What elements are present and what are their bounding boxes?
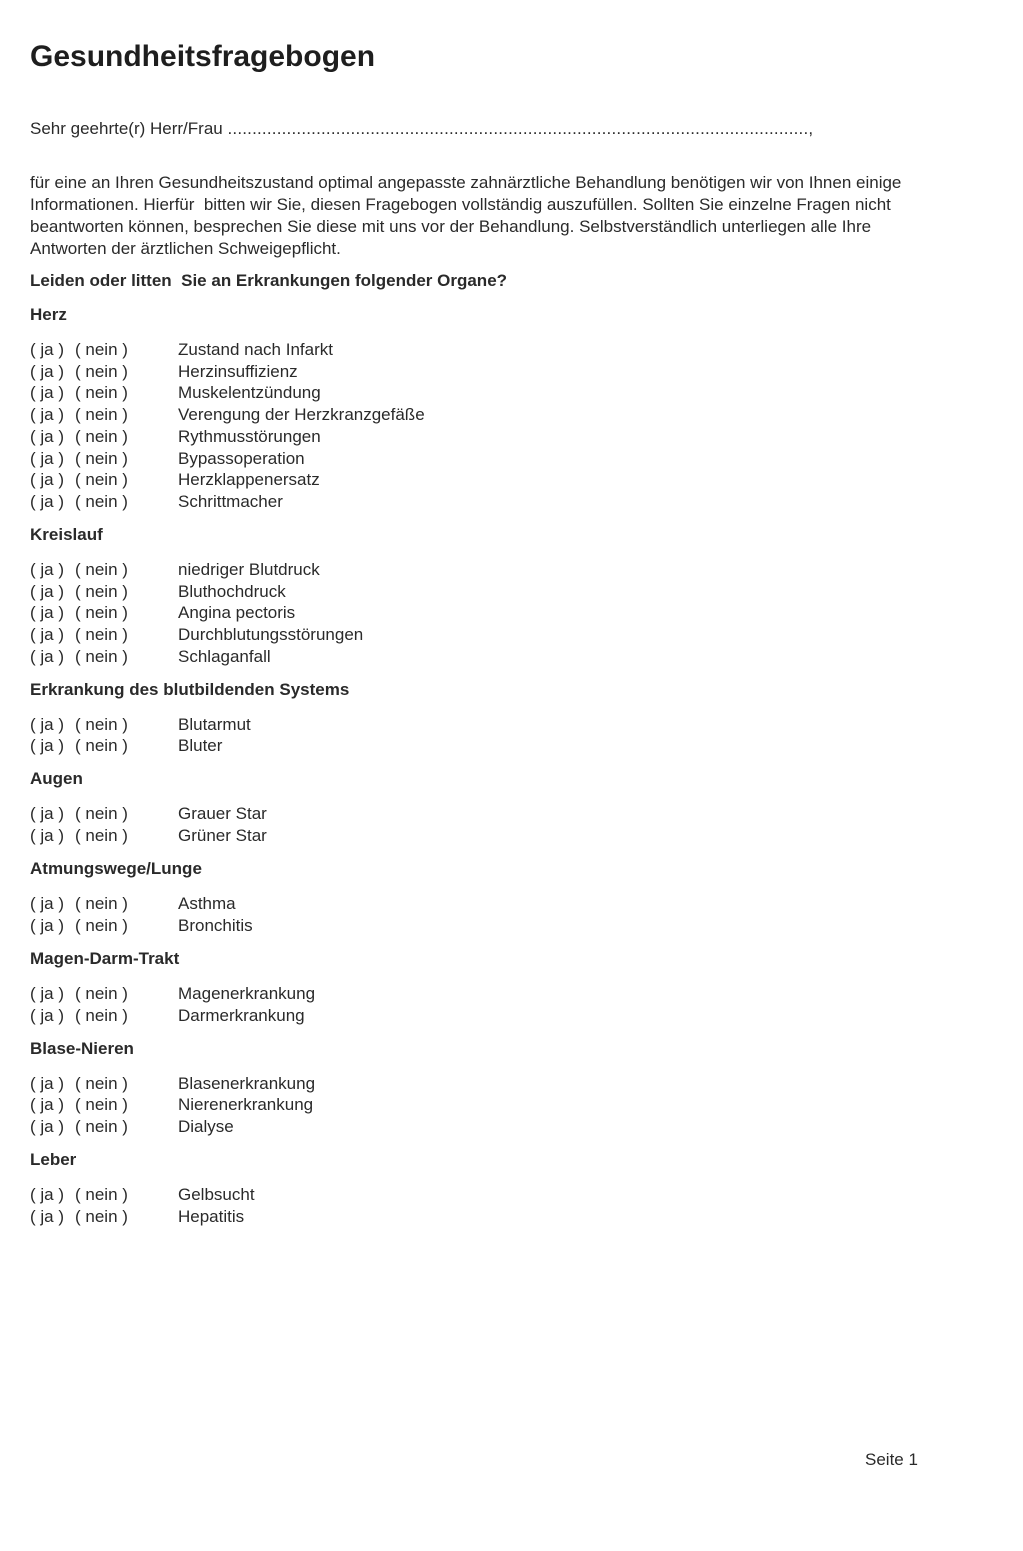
- question-row: [30, 382, 1005, 404]
- question-row: [30, 825, 1005, 847]
- answer-option-ja[interactable]: ( ja ): [30, 1005, 64, 1025]
- condition-label: Herzklappenersatz: [178, 470, 320, 490]
- condition-label: Herzinsuffizienz: [178, 361, 298, 381]
- question-row: [30, 559, 1005, 581]
- condition-label: Bluthochdruck: [178, 581, 286, 601]
- question-row: [30, 646, 1005, 668]
- answer-option-ja[interactable]: ( ja ): [30, 1184, 64, 1204]
- salutation-label: Sehr geehrte(r) Herr/Frau: [30, 119, 223, 138]
- answer-option-nein[interactable]: ( nein ): [75, 983, 128, 1003]
- condition-label: Grüner Star: [178, 826, 267, 846]
- answer-option-nein[interactable]: ( nein ): [75, 383, 128, 403]
- question-row: [30, 426, 1005, 448]
- answer-option-nein[interactable]: ( nein ): [75, 361, 128, 381]
- answer-option-ja[interactable]: ( ja ): [30, 1206, 64, 1226]
- question-row: [30, 893, 1005, 915]
- answer-option-ja[interactable]: ( ja ): [30, 1073, 64, 1093]
- answer-option-nein[interactable]: ( nein ): [75, 625, 128, 645]
- intro-line-4: Antworten der ärztlichen Schweigepflicht.: [30, 239, 341, 258]
- answer-option-ja[interactable]: ( ja ): [30, 559, 64, 579]
- answer-option-nein[interactable]: ( nein ): [75, 646, 128, 666]
- condition-label: Schlaganfall: [178, 646, 271, 666]
- question-row: [30, 469, 1005, 491]
- condition-label: Durchblutungsstörungen: [178, 625, 364, 645]
- answer-option-nein[interactable]: ( nein ): [75, 826, 128, 846]
- answer-option-ja[interactable]: ( ja ): [30, 983, 64, 1003]
- intro-line-3: beantworten können, besprechen Sie diese mit uns vor der Behandlung. Selbstverständlich unterliegen alle Ihre: [30, 217, 872, 236]
- condition-label: Darmerkrankung: [178, 1005, 305, 1025]
- question-row: [30, 602, 1005, 624]
- answer-option-nein[interactable]: ( nein ): [75, 603, 128, 623]
- answer-option-nein[interactable]: ( nein ): [75, 470, 128, 490]
- answer-option-nein[interactable]: ( nein ): [75, 915, 128, 935]
- name-fill-in-field[interactable]: ......................................................................................................................,: [227, 119, 814, 138]
- salutation-line: [30, 118, 1005, 140]
- answer-option-ja[interactable]: ( ja ): [30, 714, 64, 734]
- answer-option-ja[interactable]: ( ja ): [30, 646, 64, 666]
- section-title-erkrankung-des-blutbildenden-systems: Erkrankung des blutbildenden Systems: [30, 679, 350, 699]
- condition-label: Nierenerkrankung: [178, 1095, 314, 1115]
- answer-option-nein[interactable]: ( nein ): [75, 804, 128, 824]
- section-title-herz: Herz: [30, 305, 67, 324]
- condition-label: Magenerkrankung: [178, 983, 316, 1003]
- answer-option-ja[interactable]: ( ja ): [30, 915, 64, 935]
- question-row: [30, 803, 1005, 825]
- question-row: [30, 624, 1005, 646]
- answer-option-nein[interactable]: ( nein ): [75, 491, 128, 511]
- answer-option-nein[interactable]: ( nein ): [75, 1073, 128, 1093]
- condition-label: Asthma: [178, 894, 236, 914]
- answer-option-nein[interactable]: ( nein ): [75, 1095, 128, 1115]
- answer-option-nein[interactable]: ( nein ): [75, 1005, 128, 1025]
- answer-option-ja[interactable]: ( ja ): [30, 340, 64, 359]
- question-row: [30, 404, 1005, 426]
- question-row: [30, 491, 1005, 513]
- answer-option-ja[interactable]: ( ja ): [30, 426, 64, 446]
- condition-label: Bluter: [178, 736, 223, 756]
- condition-label: Gelbsucht: [178, 1184, 255, 1204]
- intro-line-1: für eine an Ihren Gesundheitszustand optimal angepasste zahnärztliche Behandlung benötigen wir von Ihnen einige: [30, 173, 902, 192]
- question-row: [30, 339, 1005, 361]
- section-title-blase-nieren: Blase-Nieren: [30, 1038, 134, 1058]
- answer-option-nein[interactable]: ( nein ): [75, 448, 128, 468]
- question-row: [30, 1094, 1005, 1116]
- question-row: [30, 581, 1005, 603]
- question-row: [30, 714, 1005, 736]
- condition-label: Bypassoperation: [178, 448, 305, 468]
- question-row: [30, 1116, 1005, 1138]
- answer-option-nein[interactable]: ( nein ): [75, 1184, 128, 1204]
- condition-label: Angina pectoris: [178, 603, 296, 623]
- answer-option-ja[interactable]: ( ja ): [30, 736, 64, 756]
- answer-option-nein[interactable]: ( nein ): [75, 736, 128, 756]
- answer-option-ja[interactable]: ( ja ): [30, 894, 64, 914]
- question-row: [30, 361, 1005, 383]
- condition-label: Grauer Star: [178, 804, 267, 824]
- answer-option-nein[interactable]: ( nein ): [75, 894, 128, 914]
- document-page: [0, 40, 1023, 1227]
- question-row: [30, 735, 1005, 757]
- condition-label: Schrittmacher: [178, 491, 283, 511]
- answer-option-ja[interactable]: ( ja ): [30, 826, 64, 846]
- answer-option-ja[interactable]: ( ja ): [30, 581, 64, 601]
- question-row: [30, 983, 1005, 1005]
- page-number: Seite 1: [865, 1450, 918, 1469]
- answer-option-nein[interactable]: ( nein ): [75, 1116, 128, 1136]
- question-row: [30, 1206, 1005, 1228]
- page-title: Gesundheitsfragebogen: [30, 40, 376, 73]
- section-title-magen-darm-trakt: Magen-Darm-Trakt: [30, 948, 180, 968]
- answer-option-ja[interactable]: ( ja ): [30, 1095, 64, 1115]
- question-row: [30, 448, 1005, 470]
- condition-label: niedriger Blutdruck: [178, 559, 320, 579]
- question-row: [30, 1184, 1005, 1206]
- answer-option-ja[interactable]: ( ja ): [30, 603, 64, 623]
- answer-option-nein[interactable]: ( nein ): [75, 340, 128, 359]
- condition-label: Zustand nach Infarkt: [178, 340, 333, 359]
- answer-option-nein[interactable]: ( nein ): [75, 1206, 128, 1226]
- section-title-augen: Augen: [30, 769, 83, 789]
- answer-option-ja[interactable]: ( ja ): [30, 491, 64, 511]
- intro-line-2: Informationen. Hierfür bitten wir Sie, diesen Fragebogen vollständig auszufüllen. Sollten Sie einzelne Fragen nicht: [30, 195, 891, 214]
- question-heading: Leiden oder litten Sie an Erkrankungen folgender Organe?: [30, 271, 508, 290]
- condition-label: Blasenerkrankung: [178, 1073, 316, 1093]
- sections: [30, 304, 1005, 1227]
- answer-option-ja[interactable]: ( ja ): [30, 448, 64, 468]
- answer-option-nein[interactable]: ( nein ): [75, 426, 128, 446]
- condition-label: Rythmusstörungen: [178, 426, 321, 446]
- condition-label: Blutarmut: [178, 714, 251, 734]
- section-title-atmungswege-lunge: Atmungswege/Lunge: [30, 859, 202, 879]
- answer-option-nein[interactable]: ( nein ): [75, 581, 128, 601]
- answer-option-ja[interactable]: ( ja ): [30, 470, 64, 490]
- intro-paragraph: [30, 172, 1005, 260]
- condition-label: Verengung der Herzkranzgefäße: [178, 405, 425, 425]
- answer-option-nein[interactable]: ( nein ): [75, 405, 128, 425]
- section-title-leber: Leber: [30, 1149, 77, 1169]
- answer-option-ja[interactable]: ( ja ): [30, 383, 64, 403]
- section-title-kreislauf: Kreislauf: [30, 524, 103, 544]
- answer-option-ja[interactable]: ( ja ): [30, 804, 64, 824]
- question-row: [30, 915, 1005, 937]
- answer-option-nein[interactable]: ( nein ): [75, 714, 128, 734]
- answer-option-ja[interactable]: ( ja ): [30, 1116, 64, 1136]
- answer-option-ja[interactable]: ( ja ): [30, 625, 64, 645]
- answer-option-ja[interactable]: ( ja ): [30, 361, 64, 381]
- condition-label: Bronchitis: [178, 915, 253, 935]
- condition-label: Muskelentzündung: [178, 383, 321, 403]
- answer-option-nein[interactable]: ( nein ): [75, 559, 128, 579]
- condition-label: Dialyse: [178, 1116, 234, 1136]
- question-row: [30, 1005, 1005, 1027]
- condition-label: Hepatitis: [178, 1206, 245, 1226]
- question-row: [30, 1073, 1005, 1095]
- answer-option-ja[interactable]: ( ja ): [30, 405, 64, 425]
